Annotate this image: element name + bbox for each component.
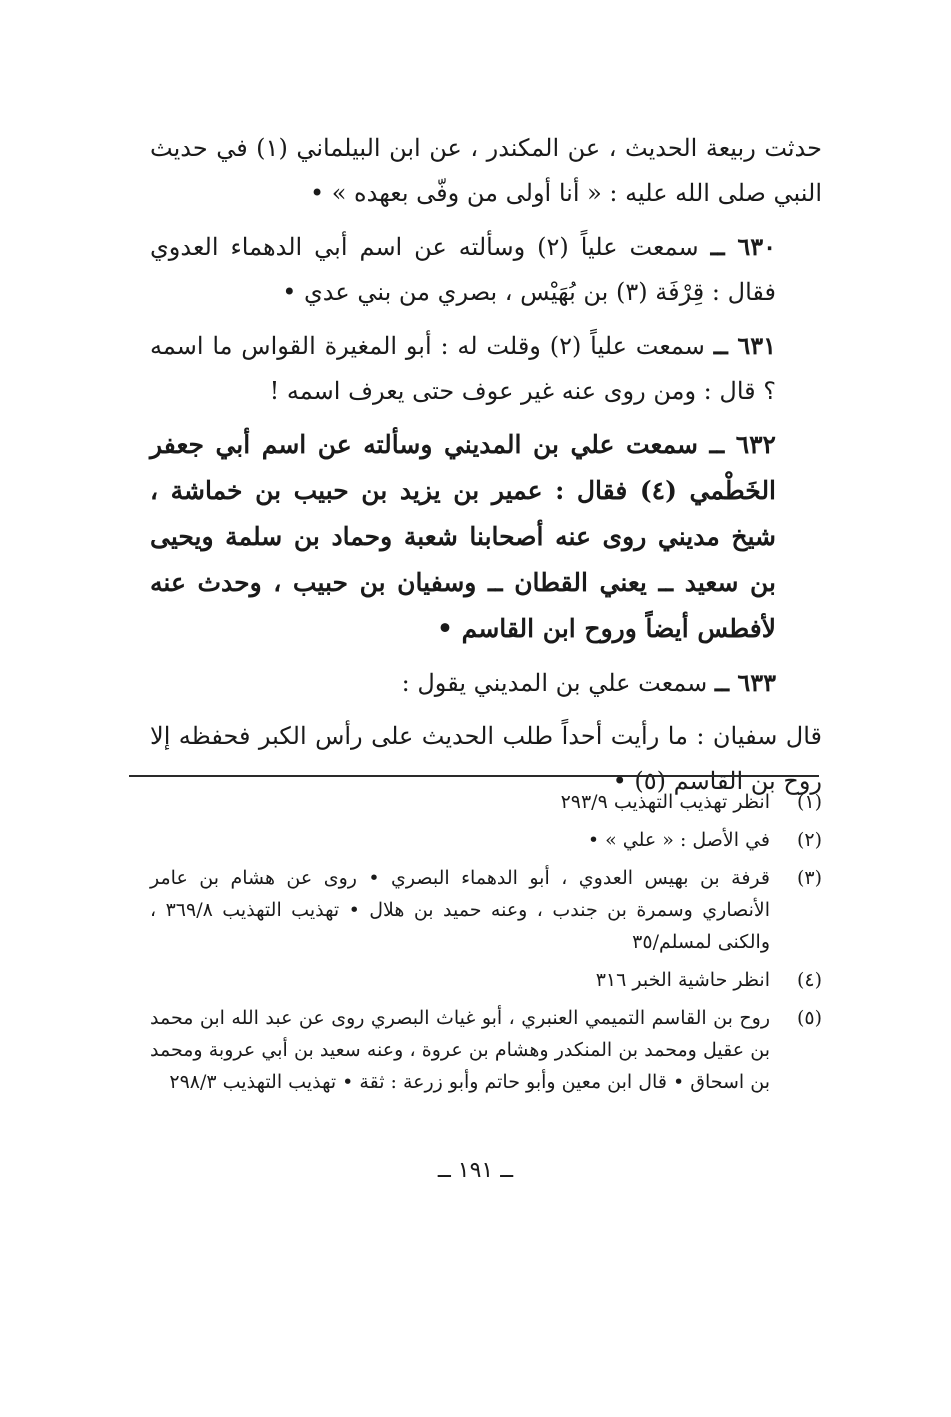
entry-633 (150, 660, 822, 706)
main-text (150, 126, 822, 804)
footnote-2 (150, 824, 822, 856)
entry-633-quote-text: قال سفيان : ما رأيت أحداً طلب الحديث على رأس الكبر فحفظه إلا روح بن القاسم (٥) • (150, 722, 822, 795)
footnote-text: انظر تهذيب التهذيب ٢٩٣/٩ (560, 791, 770, 813)
entry-631-text: سمعت علياً (٢) وقلت له : أبو المغيرة القواس ما اسمه ؟ قال : ومن روى عنه غير عوف حتى يعرف اسمه ! (150, 332, 776, 405)
entry-632-text: سمعت علي بن المديني وسألته عن اسم أبي جعفر الخَطْمي (٤) فقال : عمير بن يزيد بن حبيب بن خماشة ، شيخ مديني روى عنه أصحابنا شعبة وحماد بن سلمة ويحيى بن سعيد ــ يعني القطان ــ وسفيان بن حبيب ، وحدث عنه لأفطس أيضاً وروح ابن القاسم • (150, 430, 777, 643)
entry-630-number: ٦٣٠ ــ (710, 232, 776, 261)
footnote-text: في الأصل : « علي » • (587, 829, 770, 851)
footnote-marker: (١) (796, 791, 822, 813)
footnote-3 (150, 862, 822, 958)
entry-633-number: ٦٣٣ ــ (714, 668, 776, 697)
footnote-1 (150, 786, 822, 818)
footnote-5 (150, 1002, 822, 1098)
footnote-text: روح بن القاسم التميمي العنبري ، أبو غياث البصري روى عن عبد الله ابن محمد بن عقيل ومحمد بن المنكدر وهشام بن عروة ، وعنه سعيد بن أبي عروبة ومحمد بن اسحاق • قال ابن معين وأبو حاتم وأبو زرعة : ثقة • تهذيب التهذيب ٢٩٨/٣ (150, 1007, 770, 1093)
entry-630-text: سمعت علياً (٢) وسألته عن اسم أبي الدهماء العدوي فقال : قِرْفَة (٣) بن بُهَيْس ، بصري من بني عدي • (150, 233, 776, 306)
paragraph-intro-text: حدثت ربيعة الحديث ، عن المكندر ، عن ابن البيلماني (١) في حديث النبي صلى الله عليه : « أنا أولى من وفّى بعهده » • (150, 134, 822, 207)
entry-631 (150, 323, 822, 414)
entry-632 (150, 422, 822, 652)
entry-630 (150, 224, 822, 315)
paragraph-intro (150, 126, 822, 216)
footnotes (150, 786, 822, 1104)
footnote-marker: (٢) (796, 829, 822, 851)
entry-631-number: ٦٣١ ــ (713, 331, 776, 360)
footnote-marker: (٣) (796, 867, 822, 889)
footnote-separator (129, 775, 819, 777)
footnote-text: انظر حاشية الخبر ٣١٦ (595, 969, 770, 991)
page-number: ــ ١٩١ ــ (437, 1158, 514, 1183)
footnote-text: قرفة بن بهيس العدوي ، أبو الدهماء البصري • روى عن هشام بن عامر الأنصاري وسمرة بن جندب ، وعنه حميد بن هلال • تهذيب التهذيب ٣٦٩/٨ ، والكنى لمسلم/٣٥ (150, 867, 771, 953)
entry-633-text: سمعت علي بن المديني يقول : (401, 669, 708, 697)
entry-632-number: ٦٣٢ ــ (709, 430, 776, 459)
footnote-marker: (٥) (796, 1007, 822, 1029)
footnote-marker: (٤) (796, 969, 822, 991)
footnote-4 (150, 964, 822, 996)
